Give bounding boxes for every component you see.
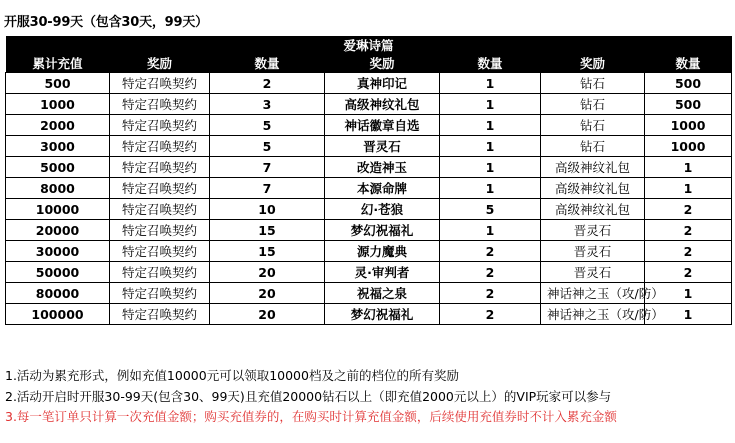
- reward-cell: 钻石: [541, 73, 645, 94]
- reward-cell: 特定召唤契约: [110, 178, 210, 199]
- quantity-cell: 500: [645, 94, 732, 115]
- quantity-cell: 15: [210, 220, 325, 241]
- quantity-cell: 1: [440, 73, 541, 94]
- quantity-cell: 5: [210, 115, 325, 136]
- reward-cell: 特定召唤契约: [110, 220, 210, 241]
- reward-cell: 特定召唤契约: [110, 157, 210, 178]
- quantity-cell: 1: [645, 178, 732, 199]
- reward-cell: 晋灵石: [325, 136, 440, 157]
- reward-cell: 钻石: [541, 115, 645, 136]
- quantity-cell: 7: [210, 157, 325, 178]
- reward-cell: 特定召唤契约: [110, 199, 210, 220]
- cumulative-recharge-cell: 100000: [6, 304, 110, 325]
- reward-cell: 高级神纹礼包: [541, 199, 645, 220]
- table-row: [6, 73, 732, 94]
- quantity-cell: 2: [210, 73, 325, 94]
- reward-cell: 特定召唤契约: [110, 94, 210, 115]
- cumulative-recharge-cell: 500: [6, 73, 110, 94]
- table-row: [6, 220, 732, 241]
- quantity-cell: 1: [440, 220, 541, 241]
- quantity-cell: 1: [645, 283, 732, 304]
- table-row: [6, 199, 732, 220]
- quantity-cell: 1000: [645, 136, 732, 157]
- quantity-cell: 5: [210, 136, 325, 157]
- reward-cell: 幻·苍狼: [325, 199, 440, 220]
- cumulative-recharge-cell: 1000: [6, 94, 110, 115]
- quantity-cell: 1: [645, 304, 732, 325]
- quantity-cell: 20: [210, 304, 325, 325]
- reward-cell: 特定召唤契约: [110, 136, 210, 157]
- page-heading: 开服30-99天（包含30天，99天）: [4, 15, 208, 30]
- cumulative-recharge-cell: 5000: [6, 157, 110, 178]
- table-header-row: [6, 54, 732, 73]
- table-row: [6, 94, 732, 115]
- quantity-cell: 500: [645, 73, 732, 94]
- column-header: 数量: [210, 54, 325, 73]
- quantity-cell: 1: [440, 94, 541, 115]
- notes: [5, 366, 617, 428]
- reward-cell: 晋灵石: [541, 241, 645, 262]
- reward-cell: 神话神之玉（攻/防）: [541, 283, 645, 304]
- reward-cell: 改造神玉: [325, 157, 440, 178]
- reward-cell: 神话神之玉（攻/防）: [541, 304, 645, 325]
- quantity-cell: 1: [440, 157, 541, 178]
- quantity-cell: 2: [440, 262, 541, 283]
- quantity-cell: 2: [440, 304, 541, 325]
- table-title-row: [6, 36, 732, 54]
- reward-cell: 源力魔典: [325, 241, 440, 262]
- quantity-cell: 1: [440, 115, 541, 136]
- quantity-cell: 5: [440, 199, 541, 220]
- cumulative-recharge-cell: 10000: [6, 199, 110, 220]
- note-line: 2.活动开启时开服30-99天(包含30、99天)且充值20000钻石以上（即充值2000元以上）的VIP玩家可以参与: [5, 388, 612, 404]
- cumulative-recharge-cell: 20000: [6, 220, 110, 241]
- cumulative-recharge-cell: 80000: [6, 283, 110, 304]
- table-row: [6, 178, 732, 199]
- cumulative-recharge-cell: 50000: [6, 262, 110, 283]
- cumulative-recharge-cell: 8000: [6, 178, 110, 199]
- column-header: 累计充值: [6, 54, 110, 73]
- cumulative-recharge-cell: 3000: [6, 136, 110, 157]
- quantity-cell: 1000: [645, 115, 732, 136]
- reward-cell: 特定召唤契约: [110, 304, 210, 325]
- reward-cell: 钻石: [541, 94, 645, 115]
- reward-cell: 梦幻祝福礼: [325, 220, 440, 241]
- table-row: [6, 304, 732, 325]
- reward-cell: 真神印记: [325, 73, 440, 94]
- reward-cell: 特定召唤契约: [110, 115, 210, 136]
- quantity-cell: 2: [645, 241, 732, 262]
- quantity-cell: 2: [645, 199, 732, 220]
- reward-cell: 梦幻祝福礼: [325, 304, 440, 325]
- column-header: 奖励: [110, 54, 210, 73]
- table-row: [6, 115, 732, 136]
- reward-cell: 神话徽章自选: [325, 115, 440, 136]
- reward-cell: 高级神纹礼包: [541, 178, 645, 199]
- quantity-cell: 10: [210, 199, 325, 220]
- quantity-cell: 2: [645, 262, 732, 283]
- quantity-cell: 20: [210, 283, 325, 304]
- column-header: 数量: [645, 54, 732, 73]
- quantity-cell: 1: [440, 136, 541, 157]
- quantity-cell: 15: [210, 241, 325, 262]
- table-title: 爱琳诗篇: [6, 36, 732, 54]
- table-row: [6, 283, 732, 304]
- reward-cell: 特定召唤契约: [110, 283, 210, 304]
- quantity-cell: 2: [440, 283, 541, 304]
- quantity-cell: 1: [440, 178, 541, 199]
- reward-cell: 本源命牌: [325, 178, 440, 199]
- table-row: [6, 241, 732, 262]
- quantity-cell: 3: [210, 94, 325, 115]
- reward-cell: 灵·审判者: [325, 262, 440, 283]
- reward-cell: 祝福之泉: [325, 283, 440, 304]
- column-header: 数量: [440, 54, 541, 73]
- table-row: [6, 136, 732, 157]
- note-line-warning: 3.每一笔订单只计算一次充值金额；购买充值券的，在购买时计算充值金额，后续使用充值券时不计入累充金额: [5, 409, 617, 424]
- reward-cell: 晋灵石: [541, 220, 645, 241]
- quantity-cell: 1: [645, 157, 732, 178]
- table-row: [6, 157, 732, 178]
- cumulative-recharge-cell: 30000: [6, 241, 110, 262]
- reward-cell: 特定召唤契约: [110, 241, 210, 262]
- reward-cell: 高级神纹礼包: [541, 157, 645, 178]
- reward-cell: 晋灵石: [541, 262, 645, 283]
- cumulative-recharge-cell: 2000: [6, 115, 110, 136]
- table-row: [6, 262, 732, 283]
- quantity-cell: 20: [210, 262, 325, 283]
- quantity-cell: 2: [645, 220, 732, 241]
- reward-table: [5, 36, 732, 325]
- reward-cell: 钻石: [541, 136, 645, 157]
- column-header: 奖励: [325, 54, 440, 73]
- note-line: 1.活动为累充形式，例如充值10000元可以领取10000档及之前的档位的所有奖励: [5, 368, 459, 383]
- reward-cell: 高级神纹礼包: [325, 94, 440, 115]
- reward-cell: 特定召唤契约: [110, 73, 210, 94]
- reward-cell: 特定召唤契约: [110, 262, 210, 283]
- quantity-cell: 7: [210, 178, 325, 199]
- quantity-cell: 2: [440, 241, 541, 262]
- column-header: 奖励: [541, 54, 645, 73]
